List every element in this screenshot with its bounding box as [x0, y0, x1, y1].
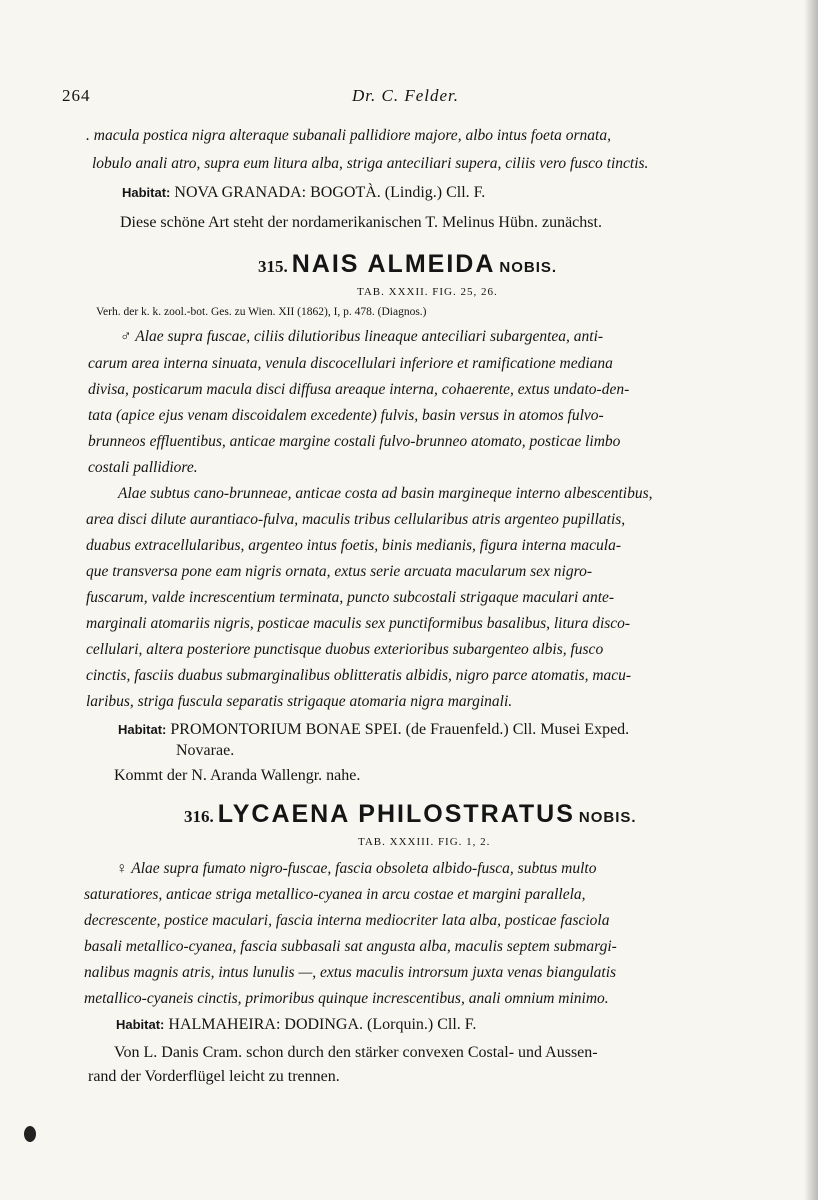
- text-line: brunneos effluentibus, anticae margine costali fulvo-brunneo atomato, posticae limbo: [88, 433, 621, 450]
- text-line: marginali atomariis nigris, posticae maculis sex punctiformibus basalibus, litura disco-: [86, 615, 631, 632]
- text-line: area disci dilute aurantiaco-fulva, maculis tribus cellularibus atris argenteo pupillatis,: [86, 511, 626, 528]
- text-line: metallico-cyaneis cinctis, primoribus quinque increscentibus, anali omnium minimo.: [84, 990, 609, 1007]
- note-line: Von L. Danis Cram. schon durch den stärker convexen Costal- und Aussen-: [114, 1044, 598, 1061]
- plate-reference: TAB. XXXIII. FIG. 1, 2.: [358, 836, 491, 848]
- habitat-label: Habitat:: [122, 185, 171, 200]
- habitat-label: Habitat:: [118, 722, 167, 737]
- text-line: duabus extracellularibus, argenteo intus foetis, binis medianis, figura interna macula-: [86, 537, 621, 554]
- text-line: que transversa pone eam nigris ornata, extus serie arcuata macularum sex nigro-: [86, 563, 592, 580]
- text-line: Alae subtus cano-brunneae, anticae costa ad basin margineque interno albescentibus,: [118, 485, 653, 502]
- text-line: laribus, striga fuscula separatis strigaque atomaria nigra marginali.: [86, 693, 513, 710]
- page-edge-shadow: [804, 0, 818, 1200]
- text-line: cellulari, altera posteriore punctisque duobus exterioribus subargenteo albis, fusco: [86, 641, 604, 658]
- ink-blot-mark: [24, 1126, 36, 1142]
- species-title: NAIS ALMEIDA: [291, 250, 496, 278]
- habitat-text: PROMONTORIUM BONAE SPEI. (de Frauenfeld.) Cll. Musei Exped.: [170, 721, 630, 738]
- habitat-label: Habitat:: [116, 1017, 165, 1032]
- text-line: cinctis, fasciis duabus submarginalibus oblitteratis albidis, nigro parce atomatis, macu-: [86, 667, 632, 684]
- page-number: 264: [62, 86, 91, 105]
- habitat-text-continued: Novarae.: [176, 742, 235, 759]
- running-title: Dr. C. Felder.: [352, 86, 460, 105]
- text-line: . macula postica nigra alteraque subanali pallidiore majore, albo intus foeta ornata,: [86, 127, 611, 144]
- text-line: tata (apice ejus venam discoidalem excedente) fulvis, basin versus in atomos fulvo-: [88, 407, 604, 424]
- text-line: fuscarum, valde increscentium terminata, puncto subcostali strigaque maculari ante-: [86, 589, 615, 606]
- habitat-line: [118, 721, 629, 739]
- text-line: nalibus magnis atris, intus lunulis —, extus maculis introrsum juxta venas biangulatis: [84, 964, 617, 981]
- note-line: rand der Vorderflügel leicht zu trennen.: [88, 1068, 340, 1085]
- text-line: divisa, posticarum macula disci diffusa areaque interna, cohaerente, extus undato-den-: [88, 381, 630, 398]
- habitat-text: NOVA GRANADA: BOGOTÀ. (Lindig.) Cll. F.: [174, 184, 486, 201]
- habitat-line: [116, 1016, 476, 1034]
- plate-reference: TAB. XXXII. FIG. 25, 26.: [357, 286, 498, 298]
- entry-number: 315.: [258, 257, 288, 276]
- species-title: LYCAENA PHILOSTRATUS: [217, 800, 575, 828]
- text-line: decrescente, postice maculari, fascia interna mediocriter lata alba, posticae fasciola: [84, 912, 610, 929]
- text-line: lobulo anali atro, supra eum litura alba, striga anteciliari supera, ciliis vero fusco tinctis.: [92, 155, 649, 172]
- text-line: basali metallico-cyanea, fascia subbasali sat angusta alba, maculis septem submargi-: [84, 938, 617, 955]
- text-line: costali pallidiore.: [88, 459, 198, 476]
- species-suffix: NOBIS.: [578, 809, 637, 826]
- text-line: carum area interna sinuata, venula discocellulari inferiore et ramificatione mediana: [88, 355, 613, 372]
- habitat-text: HALMAHEIRA: DODINGA. (Lorquin.) Cll. F.: [168, 1016, 477, 1033]
- species-heading: [184, 800, 637, 829]
- text-line: saturatiores, anticae striga metallico-cyanea in arcu costae et margini parallela,: [84, 886, 586, 903]
- note-line: Diese schöne Art steht der nordamerikanischen T. Melinus Hübn. zunächst.: [120, 214, 602, 231]
- species-heading: [258, 250, 557, 279]
- habitat-line: [122, 184, 485, 202]
- text-line: ♂ Alae supra fuscae, ciliis dilutioribus lineaque anteciliari subargentea, anti-: [120, 328, 604, 345]
- entry-number: 316.: [184, 807, 214, 826]
- note-line: Kommt der N. Aranda Wallengr. nahe.: [114, 767, 361, 784]
- text-line: ♀ Alae supra fumato nigro-fuscae, fascia obsoleta albido-fusca, subtus multo: [116, 860, 597, 877]
- literature-reference: Verh. der k. k. zool.-bot. Ges. zu Wien. XII (1862), I, p. 478. (Diagnos.): [96, 306, 427, 318]
- species-suffix: NOBIS.: [499, 259, 558, 276]
